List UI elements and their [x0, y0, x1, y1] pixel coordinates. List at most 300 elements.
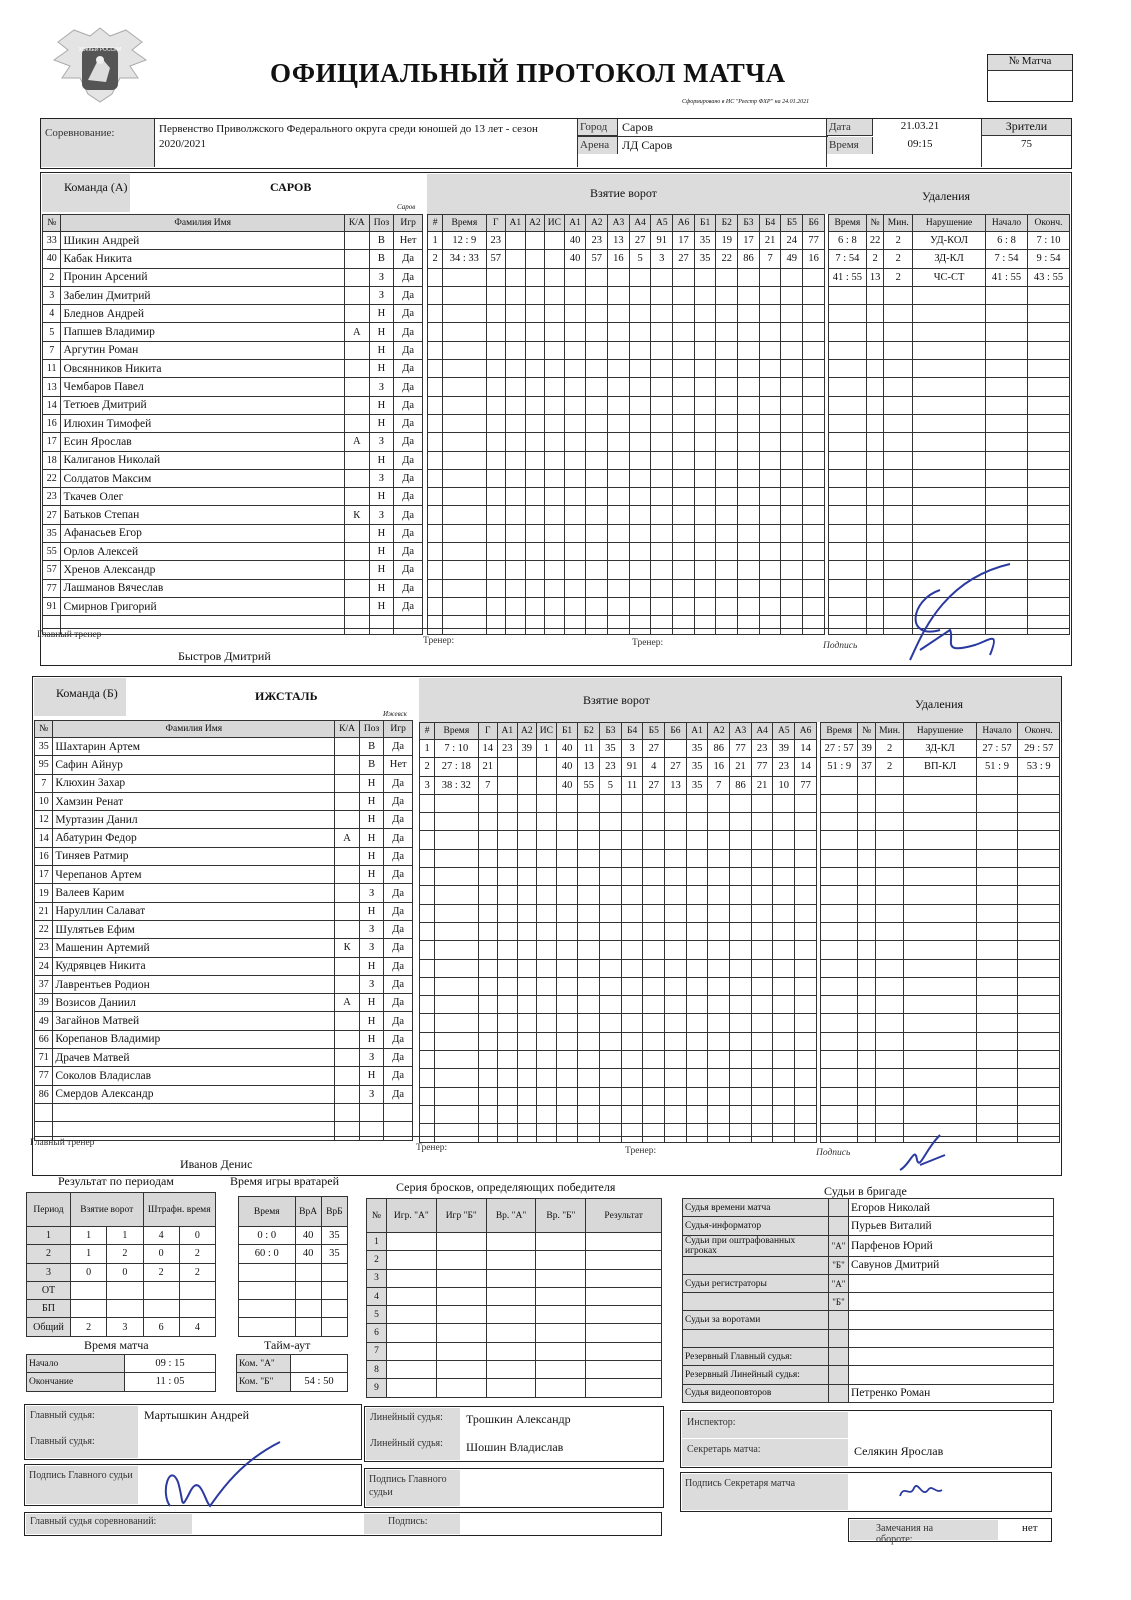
empty-cell [629, 268, 651, 286]
referee-row [683, 1199, 1054, 1217]
shootout-header: № [367, 1199, 387, 1233]
player-number: 35 [35, 738, 53, 756]
empty-cell [537, 868, 557, 886]
player-played: Да [394, 250, 423, 268]
goal-row [420, 758, 817, 776]
empty-cell [1027, 451, 1069, 469]
page-title: ОФИЦИАЛЬНЫЙ ПРОТОКОЛ МАТЧА [270, 58, 786, 88]
goal-a2 [525, 250, 545, 268]
onice-player: 16 [708, 758, 730, 776]
empty-cell [803, 597, 825, 615]
goal-row [420, 849, 817, 867]
goalie-cell: 35 [321, 1245, 347, 1263]
shootout-row [367, 1324, 662, 1342]
period-row [27, 1245, 216, 1263]
empty-cell [708, 977, 730, 995]
player-row [43, 268, 423, 286]
match-start-value: 09 : 15 [125, 1355, 216, 1373]
empty-cell [795, 1124, 817, 1142]
team-b-penalties-title: Удаления [915, 697, 964, 711]
player-number: 14 [43, 396, 61, 414]
goal-row [420, 1087, 817, 1105]
empty-cell [478, 1051, 498, 1069]
empty-cell [1018, 831, 1060, 849]
empty-cell [608, 323, 630, 341]
onice-player: 5 [629, 250, 651, 268]
empty-cell [600, 1032, 622, 1050]
empty-cell [478, 849, 498, 867]
team-b-signature [895, 1130, 955, 1180]
empty-cell [651, 597, 673, 615]
empty-cell [829, 305, 867, 323]
empty-cell [751, 1069, 773, 1087]
referee-role: Судья-информатор [683, 1217, 829, 1235]
empty-cell [751, 959, 773, 977]
player-played: Да [394, 561, 423, 579]
player-role [344, 341, 369, 359]
onice-player: 21 [751, 776, 773, 794]
referee-role [683, 1293, 829, 1311]
roster-header-name: Фамилия Имя [53, 721, 335, 738]
empty-cell [420, 1032, 435, 1050]
empty-cell [858, 1087, 876, 1105]
penalty-header: Оконч. [1018, 723, 1060, 740]
referee-row [683, 1293, 1054, 1311]
penalty-row [829, 323, 1070, 341]
empty-cell [578, 959, 600, 977]
period-value [143, 1281, 179, 1299]
empty-cell [586, 1306, 662, 1324]
team-a-coach1-label: Тренер: [423, 636, 455, 646]
shootout-header: Результат [586, 1199, 662, 1233]
empty-cell [730, 849, 752, 867]
period-value: 0 [143, 1245, 179, 1263]
goal-a2 [517, 776, 537, 794]
empty-cell [435, 1105, 478, 1123]
player-row [43, 396, 423, 414]
empty-cell [665, 831, 687, 849]
match-time-table [26, 1354, 216, 1392]
goal-n: 1 [420, 740, 435, 758]
empty-cell [651, 488, 673, 506]
player-role [344, 378, 369, 396]
empty-cell [913, 433, 986, 451]
empty-cell [884, 469, 913, 487]
empty-cell [629, 579, 651, 597]
goalie-header: ВрА [295, 1197, 321, 1227]
player-position: Н [369, 488, 394, 506]
onice-player: 77 [751, 758, 773, 776]
empty-cell [486, 360, 506, 378]
empty-cell [829, 506, 867, 524]
empty-cell [795, 922, 817, 940]
empty-cell [716, 433, 738, 451]
empty-cell [866, 414, 884, 432]
empty-cell [498, 849, 518, 867]
empty-cell [795, 996, 817, 1014]
player-role [335, 1049, 360, 1067]
empty-cell [564, 378, 586, 396]
match-number-label: № Матча [988, 55, 1072, 71]
empty-cell [821, 959, 858, 977]
empty-cell [795, 1105, 817, 1123]
goal-row [420, 868, 817, 886]
player-played: Нет [394, 232, 423, 250]
player-position: Н [359, 1067, 384, 1085]
goal-row [428, 506, 825, 524]
player-played: Да [384, 811, 413, 829]
onice-player: 23 [600, 758, 622, 776]
empty-cell [586, 1269, 662, 1287]
empty-cell [829, 488, 867, 506]
penalty-row [821, 868, 1060, 886]
player-name: Драчев Матвей [53, 1049, 335, 1067]
player-role [335, 1085, 360, 1103]
penalty-cell: 2 [866, 250, 884, 268]
onice-header: Б4 [759, 215, 781, 232]
player-position: З [369, 506, 394, 524]
empty-cell [537, 1014, 557, 1032]
empty-cell [665, 849, 687, 867]
empty-cell [428, 561, 443, 579]
empty-cell [795, 1014, 817, 1032]
penalty-row [829, 414, 1070, 432]
empty-cell [686, 1051, 708, 1069]
player-played: Да [384, 738, 413, 756]
empty-cell [556, 813, 578, 831]
onice-header: Б4 [621, 723, 643, 740]
empty-cell [586, 1324, 662, 1342]
empty-cell [436, 1269, 486, 1287]
empty-cell [986, 360, 1028, 378]
player-name: Лашманов Вячеслав [61, 579, 344, 597]
player-name: Есин Ярослав [61, 433, 344, 451]
empty-cell [730, 922, 752, 940]
empty-cell [335, 1103, 360, 1121]
empty-cell [738, 268, 760, 286]
period-value: 2 [143, 1263, 179, 1281]
empty-cell [486, 488, 506, 506]
player-played: Да [384, 902, 413, 920]
empty-cell [428, 597, 443, 615]
period-row [27, 1281, 216, 1299]
empty-cell [384, 1122, 413, 1140]
empty-cell [904, 794, 976, 812]
empty-cell [394, 616, 423, 634]
player-played: Да [394, 488, 423, 506]
referee-role: Резервный Линейный судья: [683, 1366, 829, 1384]
empty-cell [803, 543, 825, 561]
player-played: Да [394, 451, 423, 469]
penalty-row [829, 506, 1070, 524]
empty-cell [478, 977, 498, 995]
onice-player: 7 [708, 776, 730, 794]
empty-cell [976, 959, 1018, 977]
empty-cell [686, 977, 708, 995]
empty-cell [730, 813, 752, 831]
empty-cell [751, 849, 773, 867]
empty-cell [781, 561, 803, 579]
player-row [35, 811, 413, 829]
empty-cell [803, 561, 825, 579]
empty-cell [386, 1233, 436, 1251]
empty-cell [545, 561, 565, 579]
period-row [27, 1227, 216, 1245]
empty-cell [506, 323, 526, 341]
empty-cell [665, 1051, 687, 1069]
empty-cell [651, 616, 673, 634]
empty-cell [976, 996, 1018, 1014]
player-name: Солдатов Максим [61, 469, 344, 487]
referee-role [683, 1329, 829, 1347]
empty-cell [829, 378, 867, 396]
empty-cell [1027, 506, 1069, 524]
referee-team [829, 1329, 849, 1347]
player-number: 16 [35, 847, 53, 865]
empty-cell [498, 996, 518, 1014]
empty-cell [486, 1306, 536, 1324]
empty-cell [751, 1087, 773, 1105]
player-row [35, 829, 413, 847]
empty-cell [386, 1361, 436, 1379]
inspector-label: Инспектор: [682, 1412, 848, 1438]
empty-cell [578, 977, 600, 995]
penalty-row [829, 396, 1070, 414]
competition-label: Соревнование: [41, 119, 155, 167]
empty-cell [386, 1287, 436, 1305]
empty-cell [773, 977, 795, 995]
empty-cell [608, 341, 630, 359]
empty-cell [708, 886, 730, 904]
empty-cell [673, 469, 695, 487]
empty-cell [629, 341, 651, 359]
goal-g: 57 [486, 250, 506, 268]
empty-cell [738, 543, 760, 561]
empty-cell [498, 1069, 518, 1087]
referee-name [849, 1293, 1054, 1311]
player-number: 71 [35, 1049, 53, 1067]
empty-cell [773, 1069, 795, 1087]
timeout-title: Тайм-аут [264, 1338, 311, 1352]
player-name: Кудрявцев Никита [53, 957, 335, 975]
empty-cell [420, 1051, 435, 1069]
penalty-cell: 39 [858, 740, 876, 758]
empty-cell [803, 488, 825, 506]
goal-g: 23 [486, 232, 506, 250]
goal-a1 [498, 776, 518, 794]
empty-cell [730, 1069, 752, 1087]
onice-player: 23 [586, 232, 608, 250]
empty-cell [435, 868, 478, 886]
empty-cell [781, 433, 803, 451]
period-value: 4 [143, 1227, 179, 1245]
player-played: Да [384, 975, 413, 993]
sig-main-label: Подпись Главного судьи [26, 1466, 138, 1504]
penalty-row [829, 341, 1070, 359]
empty-cell [621, 959, 643, 977]
sig-sec-label: Подпись Секретаря матча [682, 1474, 848, 1510]
empty-cell [420, 1087, 435, 1105]
empty-cell [686, 868, 708, 886]
referee-role: Резервный Главный судья: [683, 1348, 829, 1366]
penalty-cell: ВП-КЛ [904, 758, 976, 776]
player-played: Да [394, 360, 423, 378]
empty-cell [986, 286, 1028, 304]
empty-cell [486, 305, 506, 323]
onice-player [665, 740, 687, 758]
player-row [35, 884, 413, 902]
roster-header-name: Фамилия Имя [61, 215, 344, 232]
period-value [143, 1300, 179, 1318]
empty-cell [686, 922, 708, 940]
empty-cell [498, 904, 518, 922]
player-name: Возисов Даниил [53, 994, 335, 1012]
empty-cell [386, 1379, 436, 1397]
player-row [43, 323, 423, 341]
empty-cell [525, 360, 545, 378]
empty-cell [428, 305, 443, 323]
empty-cell [564, 469, 586, 487]
empty-cell [773, 831, 795, 849]
empty-cell [913, 305, 986, 323]
empty-cell [537, 831, 557, 849]
onice-player: 55 [578, 776, 600, 794]
empty-cell [875, 941, 903, 959]
empty-cell [517, 977, 537, 995]
period-row [27, 1300, 216, 1318]
empty-cell [506, 506, 526, 524]
empty-cell [586, 323, 608, 341]
periods-header-penalty: Штрафн. время [143, 1193, 216, 1227]
goal-row [420, 904, 817, 922]
player-position: Н [369, 597, 394, 615]
empty-cell [986, 305, 1028, 323]
empty-cell [600, 1105, 622, 1123]
player-role [344, 579, 369, 597]
empty-cell [556, 959, 578, 977]
empty-cell [420, 813, 435, 831]
goal-row [420, 1124, 817, 1142]
empty-cell [578, 831, 600, 849]
goal-row [420, 1014, 817, 1032]
empty-cell [600, 977, 622, 995]
onice-header: Б1 [556, 723, 578, 740]
empty-cell [586, 1361, 662, 1379]
empty-cell [1018, 794, 1060, 812]
player-row [43, 488, 423, 506]
empty-cell [556, 868, 578, 886]
empty-cell [730, 831, 752, 849]
empty-cell [751, 922, 773, 940]
empty-cell [730, 1032, 752, 1050]
penalty-row [829, 378, 1070, 396]
empty-cell [436, 1379, 486, 1397]
referee-name: Парфенов Юрий [849, 1235, 1054, 1256]
empty-cell [986, 341, 1028, 359]
empty-cell [686, 831, 708, 849]
secretary-value: Селякин Ярослав [854, 1444, 944, 1458]
empty-cell [545, 305, 565, 323]
empty-cell [716, 543, 738, 561]
player-position: З [369, 433, 394, 451]
empty-cell [629, 616, 651, 634]
player-name: Хренов Александр [61, 561, 344, 579]
onice-player: 21 [759, 232, 781, 250]
empty-cell [858, 959, 876, 977]
team-b-head-coach: Иванов Денис [180, 1157, 253, 1171]
empty-cell [643, 1105, 665, 1123]
empty-cell [321, 1300, 347, 1318]
penalty-row [829, 524, 1070, 542]
player-role [344, 268, 369, 286]
player-position: Н [359, 994, 384, 1012]
empty-cell [643, 996, 665, 1014]
shootout-title: Серия бросков, определяющих победителя [396, 1180, 616, 1194]
empty-cell [976, 941, 1018, 959]
empty-cell [708, 794, 730, 812]
empty-cell [435, 977, 478, 995]
player-position: Н [359, 866, 384, 884]
onice-player: 21 [730, 758, 752, 776]
shootout-row [367, 1233, 662, 1251]
penalty-row [829, 305, 1070, 323]
player-name: Батьков Степан [61, 506, 344, 524]
player-number: 49 [35, 1012, 53, 1030]
period-value: 0 [179, 1227, 215, 1245]
empty-cell [730, 794, 752, 812]
onice-player: 22 [716, 250, 738, 268]
empty-cell [629, 524, 651, 542]
empty-cell [600, 813, 622, 831]
empty-cell [829, 341, 867, 359]
empty-cell [443, 451, 486, 469]
empty-cell [420, 996, 435, 1014]
penalty-row [821, 794, 1060, 812]
empty-cell [435, 831, 478, 849]
period-value: 1 [71, 1227, 107, 1245]
onice-player: 3 [621, 740, 643, 758]
empty-cell [498, 794, 518, 812]
onice-player: 39 [773, 740, 795, 758]
player-position: Н [369, 579, 394, 597]
onice-player: 3 [651, 250, 673, 268]
empty-cell [708, 904, 730, 922]
empty-cell [976, 868, 1018, 886]
goal-header: А1 [498, 723, 518, 740]
empty-cell [564, 268, 586, 286]
empty-cell [537, 794, 557, 812]
penalty-header: № [858, 723, 876, 740]
empty-cell [420, 959, 435, 977]
player-number: 95 [35, 756, 53, 774]
empty-cell [884, 488, 913, 506]
empty-cell [738, 286, 760, 304]
empty-cell [686, 1014, 708, 1032]
team-a-city: Саров [397, 203, 416, 211]
empty-cell [643, 813, 665, 831]
goal-row [428, 414, 825, 432]
empty-cell [829, 579, 867, 597]
empty-cell [486, 616, 506, 634]
empty-cell [738, 451, 760, 469]
empty-cell [564, 341, 586, 359]
goal-row [420, 941, 817, 959]
empty-cell [556, 1087, 578, 1105]
empty-cell [536, 1324, 586, 1342]
goal-time: 7 : 10 [435, 740, 478, 758]
empty-cell [904, 1051, 976, 1069]
empty-cell [369, 616, 394, 634]
